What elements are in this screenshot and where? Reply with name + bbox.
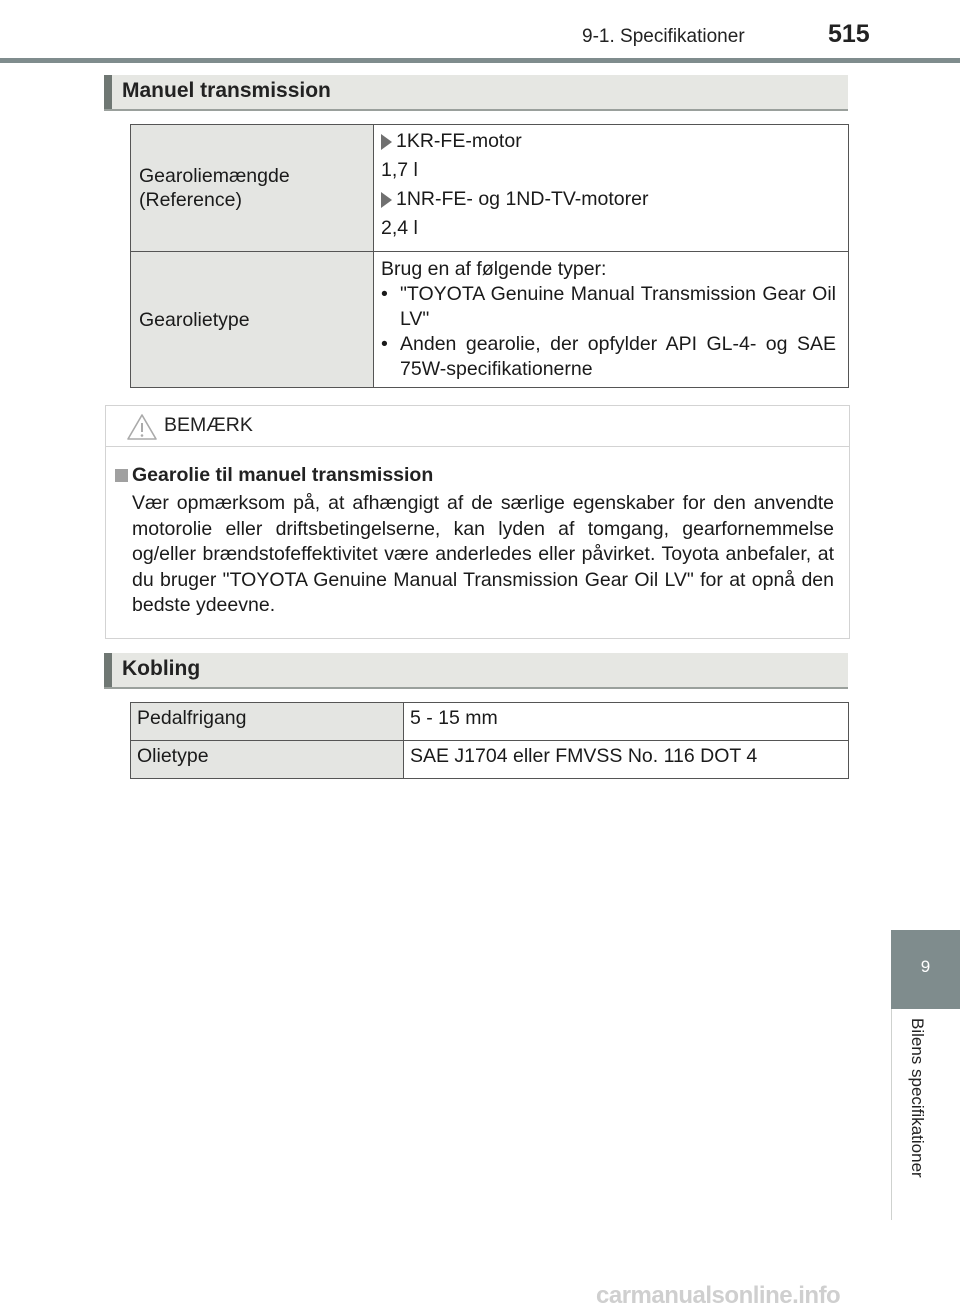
row-value <box>374 125 849 252</box>
oil-type-intro: Brug en af følgende typer: <box>381 258 607 280</box>
row-label: Pedalfrigang <box>131 703 404 741</box>
note-header <box>106 406 849 447</box>
manual-transmission-table <box>130 124 849 388</box>
capacity-value: 2,4 l <box>381 217 418 239</box>
row-value: SAE J1704 eller FMVSS No. 116 DOT 4 <box>404 741 849 779</box>
manual-transmission-heading <box>104 75 848 111</box>
table-row <box>131 252 849 388</box>
warning-triangle-icon <box>126 413 158 441</box>
chapter-tab-label: Bilens specifikationer <box>908 1018 927 1178</box>
engine-line: 1KR-FE-motor <box>375 130 847 153</box>
header-rule <box>0 58 960 63</box>
row-label: Gearolietype <box>131 252 374 388</box>
row-value: 5 - 15 mm <box>404 703 849 741</box>
table-row <box>131 741 849 779</box>
section-title: Kobling <box>122 657 201 680</box>
heading-accent <box>104 75 112 109</box>
note-subtitle: Gearolie til manuel transmission <box>132 464 434 486</box>
note-box <box>105 405 850 639</box>
table-row <box>131 703 849 741</box>
note-body: Vær opmærksom på, at afhængigt af de særlige egenskaber for den anvendte motorolie eller driftsbetingelserne, kan lyden af tomgang, gearfornemmelse og/eller brændstofeffektivitet være anderledes eller påvirket. Toyota anbefaler, at du bruger "TOYOTA Genuine Manual Transmission Gear Oil LV" for at opnå den bedste ydeevne. <box>132 492 834 616</box>
heading-accent <box>104 653 112 687</box>
engine-line: 1NR-FE- og 1ND-TV-motorer <box>375 188 847 211</box>
watermark: carmanualsonline.info <box>596 1282 841 1309</box>
play-arrow-icon <box>381 134 392 150</box>
capacity-value: 1,7 l <box>381 159 418 181</box>
square-bullet-icon <box>115 469 128 482</box>
table-row <box>131 125 849 252</box>
clutch-heading <box>104 653 848 689</box>
list-item: • "TOYOTA Genuine Manual Transmission Gear Oil LV" <box>381 283 836 330</box>
clutch-table <box>130 702 849 779</box>
section-heading: 9-1. Specifikationer <box>582 26 745 47</box>
play-arrow-icon <box>381 192 392 208</box>
section-title: Manuel transmission <box>122 79 331 102</box>
row-label: Gearoliemængde (Reference) <box>131 125 374 252</box>
list-item: • Anden gearolie, der opfylder API GL-4- og SAE 75W-specifikationerne <box>381 333 836 380</box>
note-label: BEMÆRK <box>164 414 253 436</box>
chapter-tab[interactable]: 9 <box>891 930 960 1009</box>
row-label: Olietype <box>131 741 404 779</box>
row-value <box>374 252 849 388</box>
page-number: 515 <box>828 20 870 48</box>
